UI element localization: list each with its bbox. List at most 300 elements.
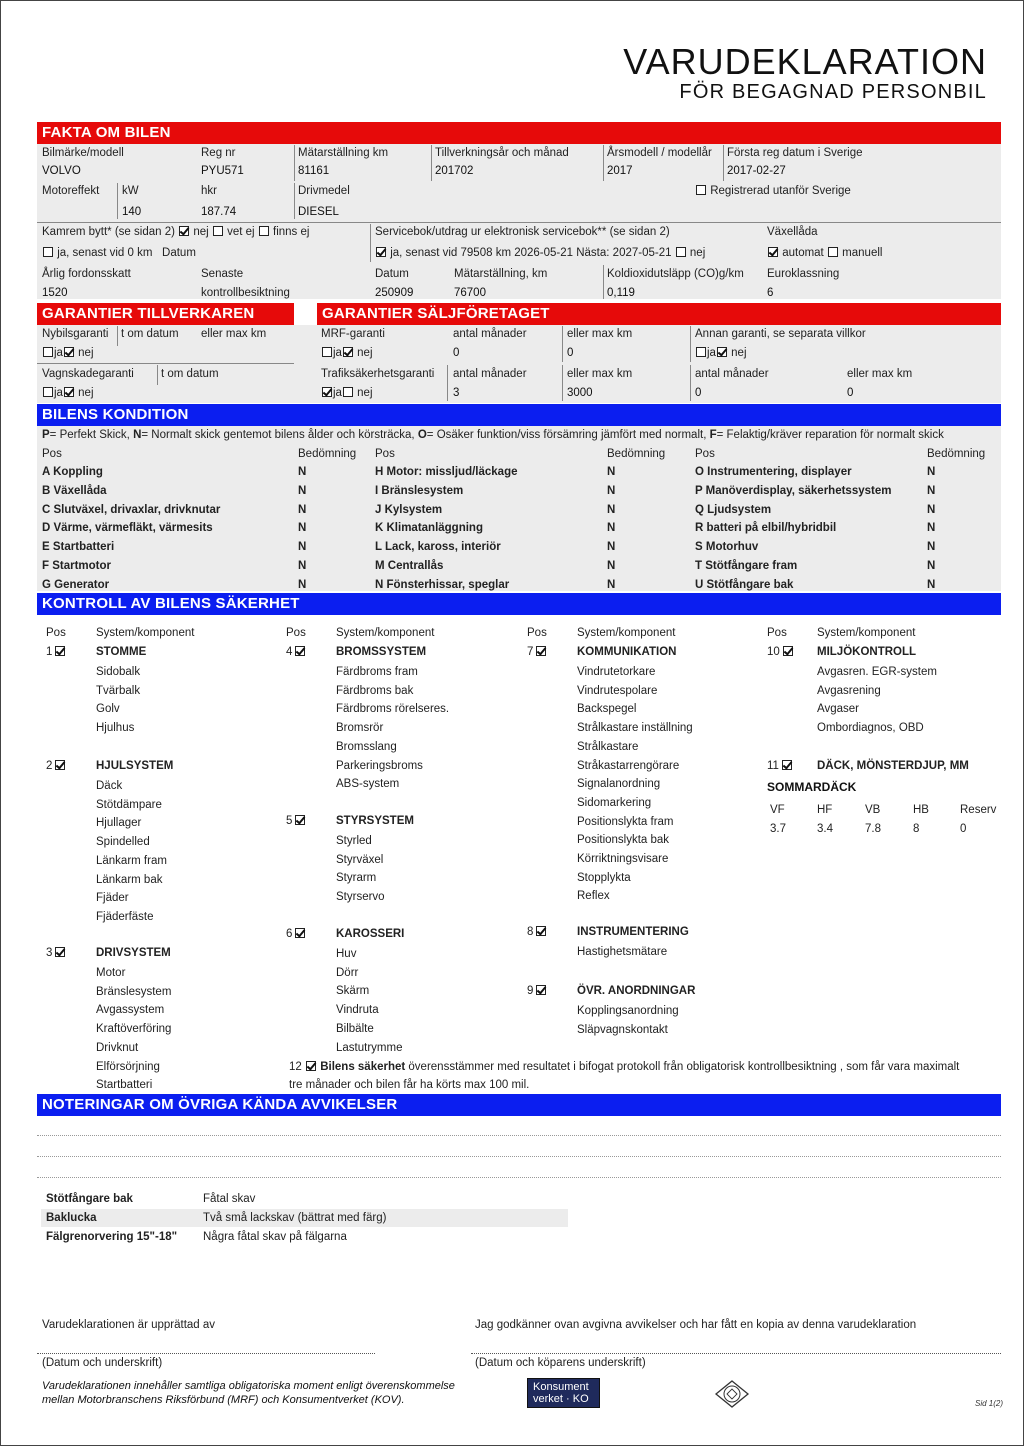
kamrem-finnsej-checkbox[interactable] (259, 226, 269, 236)
kontroll-group-checkbox[interactable] (295, 815, 305, 825)
kondition-item-name: K Klimatanläggning (375, 522, 483, 535)
label-finns-ej: finns ej (273, 226, 310, 238)
trafik-janej (321, 387, 373, 399)
tire-value[interactable]: 7.8 (865, 823, 881, 835)
value-regnr[interactable]: PYU571 (201, 165, 244, 177)
kondition-item-value[interactable]: N (927, 466, 936, 478)
value-skatt[interactable]: 1520 (42, 287, 68, 299)
label-nej: nej (689, 247, 706, 259)
kontroll-item: Hastighetsmätare (577, 946, 668, 958)
kond-pos-header: Pos (695, 448, 715, 460)
value-matar2[interactable]: 76700 (454, 287, 486, 299)
divider (370, 224, 371, 262)
signature-line-seller[interactable] (37, 1353, 375, 1354)
reg-utanfor-checkbox[interactable] (696, 185, 706, 195)
legend-key: O (417, 429, 427, 441)
note-key: Fälgrenorvering 15"-18" (46, 1231, 178, 1243)
item12-checkbox[interactable] (306, 1061, 316, 1071)
section-kondition: BILENS KONDITION (37, 404, 1001, 426)
kondition-item-name: T Stötfångare fram (695, 560, 798, 572)
kontroll-item: Styrled (336, 835, 372, 847)
kontroll-item: Reflex (577, 890, 610, 903)
kontroll-group-number: 2 (46, 760, 53, 772)
kontroll-group-checkbox[interactable] (536, 646, 546, 656)
value-matar[interactable]: 81161 (298, 165, 330, 177)
label-vagnskada-tom: t om datum (161, 368, 219, 380)
value-bilmarke[interactable]: VOLVO (42, 165, 81, 177)
kontroll-sys-header: System/komponent (336, 627, 435, 639)
section-noteringar: NOTERINGAR OM ÖVRIGA KÄNDA AVVIKELSER (37, 1094, 1001, 1116)
kondition-item-value[interactable]: N (607, 503, 616, 516)
kontroll-item: Bromsslang (336, 740, 397, 753)
kontroll-group-title: INSTRUMENTERING (577, 926, 689, 938)
item12-text: överensstämmer med resultatet i bifogat protokoll från obligatorisk kontrollbesiktning , som får vara maximalt (405, 1061, 960, 1073)
kontroll-group-checkbox[interactable] (295, 646, 305, 656)
kontroll-group-title: KOMMUNIKATION (577, 646, 677, 658)
kontroll-item: Hjullager (96, 817, 142, 830)
kond-bed-header: Bedömning (298, 448, 357, 460)
automat-checkbox[interactable] (768, 247, 778, 257)
kontroll-item: Stopplykta (577, 871, 631, 884)
vaxellada-row (767, 247, 882, 259)
note-line (37, 1135, 1001, 1136)
kontroll-sys-header: System/komponent (96, 627, 195, 639)
kondition-item-value[interactable]: N (927, 503, 936, 516)
trafik-nej-checkbox[interactable] (343, 387, 353, 397)
kondition-item-name: L Lack, kaross, interiör (375, 541, 501, 554)
kondition-item-name: F Startmotor (42, 560, 111, 572)
kondition-item-value[interactable]: N (298, 560, 307, 572)
label-nej: nej (731, 347, 747, 359)
kontroll-item: Bromsrör (336, 722, 384, 735)
annan-ja-checkbox[interactable] (696, 347, 706, 357)
kontroll-item: Fjäder (96, 892, 129, 905)
kontroll-group-checkbox[interactable] (783, 646, 793, 656)
tire-value[interactable]: 3.4 (817, 823, 833, 835)
kontroll-pos-header: Pos (527, 627, 547, 639)
legend-text: = Perfekt Skick, (49, 429, 134, 441)
divider (447, 365, 448, 401)
kontroll-item: Stråkastarrengörare (577, 759, 680, 772)
tire-header: HB (913, 804, 929, 816)
reg-utanfor-label: Registrerad utanför Sverige (710, 185, 851, 197)
kontroll-group-title: STYRSYSTEM (336, 815, 414, 827)
label-ja: ja (333, 347, 342, 359)
kontroll-group-header (46, 760, 66, 772)
kondition-item-value[interactable]: N (607, 560, 616, 572)
kontroll-group-number: 9 (527, 985, 534, 997)
kamrem-nej-checkbox[interactable] (179, 226, 189, 236)
label-ja-senast: ja, senast vid 0 km (57, 247, 153, 259)
kamrem-ja-checkbox[interactable] (43, 247, 53, 257)
value-forsta[interactable]: 2017-02-27 (727, 165, 786, 177)
kontroll-item: Signalanordning (577, 778, 661, 791)
kondition-item-value[interactable]: N (298, 484, 307, 497)
page-number: Sid 1(2) (975, 1399, 1004, 1408)
divider (690, 365, 691, 401)
legend-text: = Felaktig/kräver reparation för normalt skick (716, 429, 944, 441)
kamrem-ja-row (42, 247, 196, 259)
value-trafik-km[interactable]: 3000 (567, 387, 593, 399)
kontroll-item: Däck (96, 780, 123, 792)
kontroll-group-checkbox[interactable] (55, 646, 65, 656)
kondition-item-value[interactable]: N (298, 503, 307, 516)
legend-key: P (42, 429, 50, 441)
kontroll-item: Vindruta (336, 1004, 379, 1017)
servicebok-ja-checkbox[interactable] (376, 247, 386, 257)
kondition-item-value[interactable]: N (298, 522, 307, 535)
label-ja: ja (707, 347, 716, 359)
label-ja: ja (54, 387, 63, 399)
kontroll-group-header (767, 760, 793, 772)
servicebok-row (375, 247, 705, 259)
footer-disclaimer2: mellan Motorbranschens Riksförbund (MRF) och Konsumentverket (KOV). (42, 1394, 405, 1406)
label-arsmodell: Årsmodell / modellår (607, 147, 712, 159)
footer-datum-under: (Datum och underskrift) (42, 1357, 163, 1369)
label-skatt: Årlig fordonsskatt (42, 268, 131, 280)
kontroll-item: Ombordiagnos, OBD (817, 722, 924, 735)
kontroll-group-number: 3 (46, 947, 53, 959)
annan-nej-checkbox[interactable] (717, 347, 727, 357)
divider (562, 326, 563, 362)
kondition-item-value[interactable]: N (927, 541, 936, 554)
tire-header: Reserv (960, 804, 997, 816)
kontroll-item: Fjäderfäste (96, 910, 154, 923)
kond-bed-header: Bedömning (927, 448, 986, 460)
item12-text2: tre månader och bilen får ha körts max 100 mil. (289, 1079, 530, 1091)
divider (562, 365, 563, 401)
kontroll-item: Körriktningsvisare (577, 853, 669, 865)
label-nej: nej (78, 387, 94, 399)
kontroll-group-title: BROMSSYSTEM (336, 646, 427, 658)
kondition-item-name: M Centrallås (375, 560, 444, 572)
kamrem-row (42, 226, 309, 238)
kontroll-item: Drivknut (96, 1041, 139, 1054)
kontroll-item: Avgasrening (817, 684, 881, 697)
section-fakta: FAKTA OM BILEN (37, 122, 1001, 144)
label-mrf: MRF-garanti (321, 328, 385, 340)
kondition-legend (42, 429, 944, 441)
kontroll-group-title: KAROSSERI (336, 928, 405, 940)
kontroll-item: Skärm (336, 985, 370, 998)
nybil-ja-checkbox[interactable] (43, 347, 53, 357)
tire-value[interactable]: 3.7 (770, 823, 786, 835)
label-annan-maxkm: eller max km (847, 368, 913, 380)
kontroll-item: Positionslykta bak (577, 834, 670, 847)
kondition-item-value[interactable]: N (298, 541, 307, 554)
kondition-item-value[interactable]: N (607, 522, 616, 535)
kontroll-item: Länkarm bak (96, 873, 163, 886)
kontroll-group-checkbox[interactable] (55, 947, 65, 957)
divider (117, 183, 118, 219)
legend-key: N (133, 429, 142, 441)
label-trafik-maxkm: eller max km (567, 368, 633, 380)
kontroll-item: Golv (96, 703, 120, 716)
servicebok-nej-checkbox[interactable] (676, 247, 686, 257)
kontroll-item: Kraftöverföring (96, 1023, 172, 1036)
label-ja: ja (54, 347, 63, 359)
kontroll-item: Bränslesystem (96, 985, 172, 998)
kontroll-item: Hjulhus (96, 722, 135, 735)
kontroll-item: Positionslykta fram (577, 815, 674, 828)
divider (431, 145, 432, 181)
vagnskada-janej (42, 387, 94, 399)
kontroll-group-header (286, 815, 306, 827)
label-nej: nej (357, 387, 373, 399)
note-line (37, 1177, 1001, 1178)
note-key: Stötfångare bak (46, 1193, 133, 1205)
kondition-item-name: G Generator (42, 578, 110, 591)
kontroll-group-title: DÄCK, MÖNSTERDJUP, MM (817, 760, 969, 772)
divider (603, 265, 604, 299)
value-datum2[interactable]: 250909 (375, 287, 414, 299)
kondition-item-name: A Koppling (42, 466, 103, 478)
label-mrf-maxkm: eller max km (567, 328, 633, 340)
label-tillv: Tillverkningsår och månad (435, 147, 569, 159)
kontroll-group-number: 8 (527, 926, 534, 938)
page-title: VARUDEKLARATION (623, 41, 987, 82)
legend-text: = Normalt skick gentemot bilens ålder och körsträcka, (141, 429, 418, 441)
kondition-item-value[interactable]: N (298, 466, 307, 478)
divider (37, 363, 294, 364)
note-key: Baklucka (46, 1212, 97, 1224)
kontroll-item: Spindelled (96, 836, 150, 849)
label-nej: nej (193, 226, 209, 238)
value-annan-km[interactable]: 0 (847, 387, 854, 399)
kontroll-item: Vindrutetorkare (577, 666, 656, 678)
kontroll-item: Stötdämpare (96, 798, 162, 811)
mrf-janej (321, 347, 373, 359)
footer-disclaimer1: Varudeklarationen innehåller samtliga obligatoriska moment enligt överenskommelse (42, 1380, 455, 1392)
label-bilmarke: Bilmärke/modell (42, 147, 124, 159)
kontroll-item: Huv (336, 948, 357, 960)
value-drivmedel[interactable]: DIESEL (298, 206, 339, 218)
label-nybil-tom: t om datum (121, 328, 179, 340)
kondition-item-value[interactable]: N (607, 466, 616, 478)
item12-title: Bilens säkerhet (320, 1061, 406, 1073)
kontroll-item: Länkarm fram (96, 854, 167, 867)
vagnskada-nej-checkbox[interactable] (64, 387, 74, 397)
kondition-item-value[interactable]: N (927, 522, 936, 535)
divider (603, 145, 604, 181)
label-matar2: Mätarställning, km (454, 268, 548, 280)
kontroll-item: Styrväxel (336, 853, 384, 866)
kamrem-vetej-checkbox[interactable] (213, 226, 223, 236)
kontroll-group-number: 10 (767, 646, 780, 658)
label-drivmedel: Drivmedel (298, 185, 350, 197)
kondition-item-name: N Fönsterhissar, speglar (375, 578, 510, 591)
kontroll-group-number: 4 (286, 646, 293, 658)
value-annan-antal[interactable]: 0 (695, 387, 702, 399)
value-hkr[interactable]: 187.74 (201, 206, 237, 218)
kondition-item-name: S Motorhuv (695, 541, 759, 554)
kondition-item-value[interactable]: N (927, 560, 936, 572)
label-kamrem: Kamrem bytt* (se sidan 2) (42, 226, 175, 238)
tire-value[interactable]: 0 (960, 823, 967, 835)
tire-header: VF (770, 804, 785, 816)
section-kontroll: KONTROLL AV BILENS SÄKERHET (37, 593, 1001, 615)
kontroll-group-checkbox[interactable] (295, 928, 305, 938)
kondition-item-name: J Kylsystem (375, 503, 443, 516)
kontroll-item: Strålkastare inställning (577, 722, 693, 735)
kontroll-group-header (527, 926, 547, 938)
kontroll-group-title: STOMME (96, 646, 147, 658)
kontroll-group-checkbox[interactable] (782, 760, 792, 770)
kondition-item-value[interactable]: N (927, 578, 936, 591)
mrf-ja-checkbox[interactable] (322, 347, 332, 357)
kontroll-item: Motor (96, 967, 126, 979)
kontroll-group-header (527, 985, 547, 997)
kontroll-item: Backspegel (577, 703, 637, 716)
kondition-item-value[interactable]: N (607, 578, 616, 591)
value-mrf-km[interactable]: 0 (567, 347, 574, 359)
kontroll-item: Tvärbalk (96, 684, 141, 697)
kontroll-item: Elförsörjning (96, 1060, 160, 1073)
kondition-item-name: R batteri på elbil/hybridbil (695, 522, 837, 535)
label-kw: kW (122, 185, 139, 197)
divider (294, 145, 295, 181)
annan-janej (695, 347, 747, 359)
kondition-item-name: P Manöverdisplay, säkerhetssystem (695, 484, 892, 497)
value-servicebok: ja, senast vid 79508 km 2026-05-21 Nästa: 2027-05-21 (390, 247, 672, 259)
label-trafik-antal: antal månader (453, 368, 527, 380)
label-motoreffekt: Motoreffekt (42, 185, 100, 197)
label-kontrollbes: kontrollbesiktning (201, 287, 290, 299)
kontroll-item: Färdbroms fram (336, 666, 418, 678)
label-nej: nej (78, 347, 94, 359)
value-trafik-antal[interactable]: 3 (453, 387, 460, 399)
kondition-item-name: O Instrumentering, displayer (695, 466, 852, 478)
kontroll-group-header (527, 646, 547, 658)
kontroll-group-number: 1 (46, 646, 53, 658)
kond-bed-header: Bedömning (607, 448, 666, 460)
label-annan-antal: antal månader (695, 368, 769, 380)
kontroll-group-checkbox[interactable] (536, 926, 546, 936)
value-mrf-antal[interactable]: 0 (453, 347, 460, 359)
kontroll-item: Färdbroms rörelseres. (336, 703, 450, 716)
kontroll-group-header (286, 646, 306, 658)
manuell-checkbox[interactable] (828, 247, 838, 257)
tire-header: HF (817, 804, 833, 816)
kontroll-pos-header: Pos (286, 627, 306, 639)
item12-number: 12 (289, 1061, 302, 1073)
label-servicebok: Servicebok/utdrag ur elektronisk servicebok** (se sidan 2) (375, 226, 670, 238)
kontroll-item: ABS-system (336, 778, 400, 791)
label-vet-ej: vet ej (227, 226, 255, 238)
label-datum2: Datum (375, 268, 409, 280)
kontroll-group-number: 11 (767, 760, 779, 772)
kondition-item-name: I Bränslesystem (375, 484, 464, 497)
kontroll-item: Avgasren. EGR-system (817, 666, 937, 678)
divider (690, 326, 691, 362)
label-senaste: Senaste (201, 268, 244, 280)
logo-line1: Konsument (533, 1381, 589, 1393)
label-hkr: hkr (201, 185, 217, 197)
label-annan: Annan garanti, se separata villkor (695, 328, 866, 340)
nybil-nej-checkbox[interactable] (64, 347, 74, 357)
kontroll-group-number: 6 (286, 928, 293, 940)
divider (157, 365, 158, 385)
section-garanti-salj: GARANTIER SÄLJFÖRETAGET (317, 303, 1001, 325)
kontroll-sys-header: System/komponent (817, 627, 916, 639)
label-euro: Euroklassning (767, 268, 840, 280)
value-arsmodell[interactable]: 2017 (607, 165, 633, 177)
value-euro[interactable]: 6 (767, 287, 774, 299)
kontroll-item: Startbatteri (96, 1079, 153, 1092)
kontroll-pos-header: Pos (767, 627, 787, 639)
kontroll-group-title: MILJÖKONTROLL (817, 646, 917, 658)
signature-line-buyer[interactable] (471, 1353, 1001, 1354)
kontroll-item: Styrservo (336, 891, 385, 904)
kondition-item-name: D Värme, värmefläkt, värmesits (42, 522, 213, 535)
value-kw[interactable]: 140 (122, 206, 142, 218)
label-nej: nej (357, 347, 373, 359)
kontroll-item: Avgassystem (96, 1004, 165, 1017)
value-tillv[interactable]: 201702 (435, 165, 474, 177)
page-subtitle: FÖR BEGAGNAD PERSONBIL (679, 81, 987, 103)
note-value: Några fåtal skav på fälgarna (203, 1231, 347, 1243)
kontroll-group-number: 5 (286, 815, 293, 827)
label-ja: ja (333, 387, 342, 399)
trafik-ja-checkbox[interactable] (322, 387, 332, 397)
mrf-emblem-icon (712, 1379, 752, 1412)
kontroll-item: Strålkastare (577, 740, 639, 753)
kondition-item-value[interactable]: N (927, 484, 936, 497)
kontroll-group-header (767, 646, 794, 658)
legend-key: F (709, 429, 717, 441)
kondition-item-value[interactable]: N (607, 484, 616, 497)
kontroll-item: Dörr (336, 966, 359, 979)
konsumentverket-logo (527, 1378, 600, 1408)
label-koldioxid: Koldioxidutsläpp (CO)g/km (607, 268, 744, 280)
kondition-item-name: H Motor: missljud/läckage (375, 466, 518, 478)
vagnskada-ja-checkbox[interactable] (43, 387, 53, 397)
kontroll-group-checkbox[interactable] (536, 985, 546, 995)
kontroll-item: Släpvagnskontakt (577, 1023, 668, 1036)
sommardack-label: SOMMARDÄCK (767, 780, 857, 794)
tire-value[interactable]: 8 (913, 823, 920, 835)
kontroll-item: Parkeringsbroms (336, 759, 423, 772)
item12-row (289, 1061, 959, 1073)
kondition-item-name: E Startbatteri (42, 541, 115, 554)
label-nybil: Nybilsgaranti (42, 328, 109, 340)
kontroll-item: Avgaser (817, 703, 859, 716)
kontroll-group-number: 7 (527, 646, 534, 658)
divider (294, 183, 295, 219)
kontroll-group-checkbox[interactable] (55, 760, 65, 770)
note-line (37, 1156, 1001, 1157)
kontroll-group-header (46, 646, 66, 658)
legend-text: = Osäker funktion/viss försämring jämfört med normalt, (426, 429, 710, 441)
kontroll-sys-header: System/komponent (577, 627, 676, 639)
kondition-item-name: Q Ljudsystem (695, 503, 772, 516)
kontroll-item: Vindrutespolare (577, 684, 658, 697)
nybil-janej (42, 347, 94, 359)
label-nybil-maxkm: eller max km (201, 328, 267, 340)
kontroll-item: Sidobalk (96, 666, 141, 678)
reg-utanfor (695, 185, 851, 197)
kontroll-group-title: ÖVR. ANORDNINGAR (577, 985, 696, 997)
kondition-item-value[interactable]: N (298, 578, 307, 591)
label-forsta: Första reg datum i Sverige (727, 147, 863, 159)
kondition-item-value[interactable]: N (607, 541, 616, 554)
value-koldioxid[interactable]: 0,119 (607, 287, 635, 299)
kontroll-group-title: HJULSYSTEM (96, 760, 174, 772)
kontroll-item: Sidomarkering (577, 796, 652, 809)
mrf-nej-checkbox[interactable] (343, 347, 353, 357)
kondition-item-name: U Stötfångare bak (695, 578, 794, 591)
divider (117, 326, 118, 346)
